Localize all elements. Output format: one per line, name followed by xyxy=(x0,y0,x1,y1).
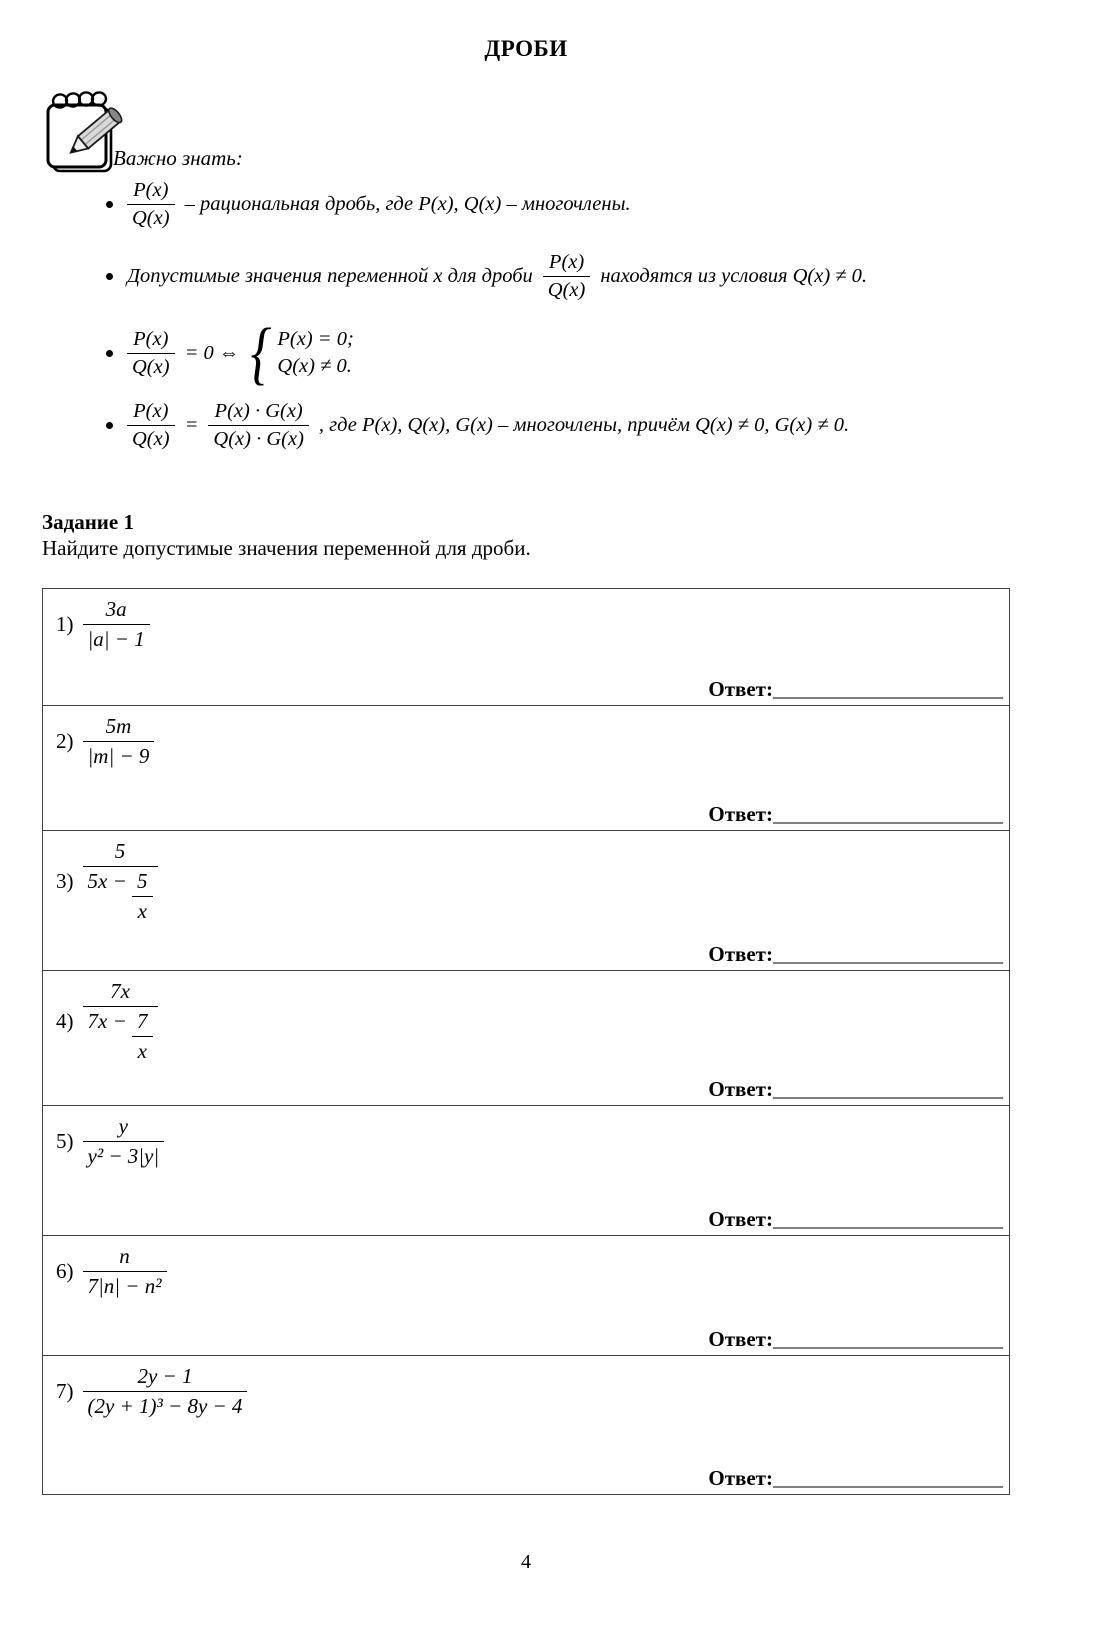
answer-blank[interactable]: _______________________ xyxy=(773,1079,1003,1101)
fraction-denominator: (2y + 1)³ − 8y − 4 xyxy=(87,1394,243,1418)
problem-row-5 xyxy=(43,1105,1009,1235)
answer-area-3 xyxy=(708,942,1003,967)
problem-fraction xyxy=(83,1364,248,1419)
bullet-dot xyxy=(106,201,113,208)
relation-text: = 0 ⇔ xyxy=(184,341,240,364)
bullet-dot xyxy=(106,350,113,357)
system-brace: { xyxy=(250,314,272,392)
answer-area-2 xyxy=(708,802,1003,827)
answer-blank[interactable]: _______________________ xyxy=(773,1468,1003,1490)
bullet-dot xyxy=(106,273,113,280)
problem-number: 4) xyxy=(56,1009,74,1033)
answer-label: Ответ: xyxy=(708,1077,773,1101)
fraction-numerator: P(x) xyxy=(127,179,175,205)
note-bullet-3 xyxy=(100,314,354,392)
answer-blank[interactable]: _______________________ xyxy=(773,1329,1003,1351)
inner-fraction xyxy=(132,1009,153,1064)
problem-row-6 xyxy=(43,1235,1009,1355)
problem-fraction xyxy=(83,839,158,924)
note-text-after: находятся из условия Q(x) ≠ 0. xyxy=(600,264,868,287)
note-bullet-2 xyxy=(100,243,867,309)
answer-label: Ответ: xyxy=(708,942,773,966)
system-line-2: Q(x) ≠ 0. xyxy=(277,355,352,377)
answer-area-5 xyxy=(708,1207,1003,1232)
fraction-denominator xyxy=(83,867,158,924)
task-heading: Задание 1 xyxy=(42,510,134,534)
problem-1 xyxy=(56,597,150,652)
fraction-denominator: Q(x) xyxy=(132,355,170,378)
fraction-denominator: |a| − 1 xyxy=(87,627,145,651)
answer-label: Ответ: xyxy=(708,1207,773,1231)
fraction-denominator xyxy=(83,1007,158,1064)
system-line-1: P(x) = 0; xyxy=(277,328,354,350)
answer-blank[interactable]: _______________________ xyxy=(773,944,1003,966)
fraction-numerator: 7 xyxy=(132,1009,153,1037)
problem-7 xyxy=(56,1364,247,1419)
problems-table xyxy=(42,588,1010,1495)
page-number: 4 xyxy=(521,1551,531,1573)
fraction-denominator: y² − 3|y| xyxy=(87,1144,160,1168)
denominator-prefix: 7x − xyxy=(87,1009,127,1033)
problem-row-3 xyxy=(43,830,1009,970)
problem-number: 1) xyxy=(56,612,74,636)
fraction-numerator: y xyxy=(83,1114,165,1142)
answer-area-1 xyxy=(708,677,1003,702)
inner-fraction xyxy=(132,869,153,924)
answer-area-6 xyxy=(708,1327,1003,1352)
fraction-p-over-q xyxy=(543,251,591,302)
fraction-numerator: 3a xyxy=(83,597,150,625)
problem-number: 3) xyxy=(56,869,74,893)
problem-6 xyxy=(56,1244,167,1299)
problem-number: 7) xyxy=(56,1379,74,1403)
problem-number: 2) xyxy=(56,729,74,753)
note-text: , где P(x), Q(x), G(x) – многочлены, причём Q(x) ≠ 0, G(x) ≠ 0. xyxy=(318,413,850,436)
problem-fraction xyxy=(83,714,155,769)
fraction-numerator: n xyxy=(83,1244,167,1272)
fraction-denominator: |m| − 9 xyxy=(87,744,150,768)
answer-label: Ответ: xyxy=(708,1466,773,1490)
answer-label: Ответ: xyxy=(708,677,773,701)
fraction-numerator: P(x) xyxy=(127,328,175,354)
note-bullet-4 xyxy=(100,390,849,460)
fraction-denominator: 7|n| − n² xyxy=(87,1274,162,1298)
task-instruction: Найдите допустимые значения переменной для дроби. xyxy=(42,536,531,560)
fraction-numerator: 5 xyxy=(132,869,153,897)
fraction-numerator: 5 xyxy=(83,839,158,867)
answer-blank[interactable]: _______________________ xyxy=(773,679,1003,701)
fraction-denominator: x xyxy=(137,899,147,923)
notes-heading: Важно знать: xyxy=(113,146,243,170)
fraction-denominator: Q(x) xyxy=(547,278,586,301)
bullet-dot xyxy=(106,422,113,429)
problem-row-7 xyxy=(43,1355,1009,1494)
problem-3 xyxy=(56,839,158,924)
fraction-numerator: 7x xyxy=(83,979,158,1007)
answer-blank[interactable]: _______________________ xyxy=(773,804,1003,826)
problem-row-4 xyxy=(43,970,1009,1105)
problem-row-2 xyxy=(43,705,1009,830)
fraction-numerator: 5m xyxy=(83,714,155,742)
equation-system xyxy=(247,314,354,392)
fraction-denominator: Q(x) xyxy=(132,206,170,229)
fraction-p-over-q xyxy=(127,179,175,230)
page-title: ДРОБИ xyxy=(484,36,568,61)
problem-row-1 xyxy=(43,589,1009,705)
problem-2 xyxy=(56,714,154,769)
fraction-numerator: P(x) · G(x) xyxy=(208,400,309,426)
problem-fraction xyxy=(83,1244,167,1299)
equals-sign: = xyxy=(184,413,199,436)
fraction-p-over-q xyxy=(127,400,175,451)
answer-area-7 xyxy=(708,1466,1003,1491)
answer-blank[interactable]: _______________________ xyxy=(773,1209,1003,1231)
answer-label: Ответ: xyxy=(708,802,773,826)
problem-number: 5) xyxy=(56,1129,74,1153)
fraction-numerator: P(x) xyxy=(127,400,175,426)
problem-fraction xyxy=(83,597,150,652)
fraction-pg-over-qg xyxy=(208,400,309,451)
fraction-denominator: x xyxy=(137,1039,147,1063)
fraction-numerator: 2y − 1 xyxy=(83,1364,248,1392)
problem-fraction xyxy=(83,979,158,1064)
fraction-p-over-q xyxy=(127,328,175,379)
note-text: – рациональная дробь, где P(x), Q(x) – многочлены. xyxy=(184,192,631,215)
problem-5 xyxy=(56,1114,164,1169)
answer-label: Ответ: xyxy=(708,1327,773,1351)
answer-area-4 xyxy=(708,1077,1003,1102)
fraction-denominator: Q(x) xyxy=(132,427,170,450)
note-bullet-1 xyxy=(100,172,631,236)
fraction-numerator: P(x) xyxy=(543,251,591,277)
problem-number: 6) xyxy=(56,1259,74,1283)
problem-4 xyxy=(56,979,158,1064)
problem-fraction xyxy=(83,1114,165,1169)
note-text-before: Допустимые значения переменной x для дроби xyxy=(127,264,533,287)
denominator-prefix: 5x − xyxy=(87,869,127,893)
fraction-denominator: Q(x) · G(x) xyxy=(213,427,304,450)
